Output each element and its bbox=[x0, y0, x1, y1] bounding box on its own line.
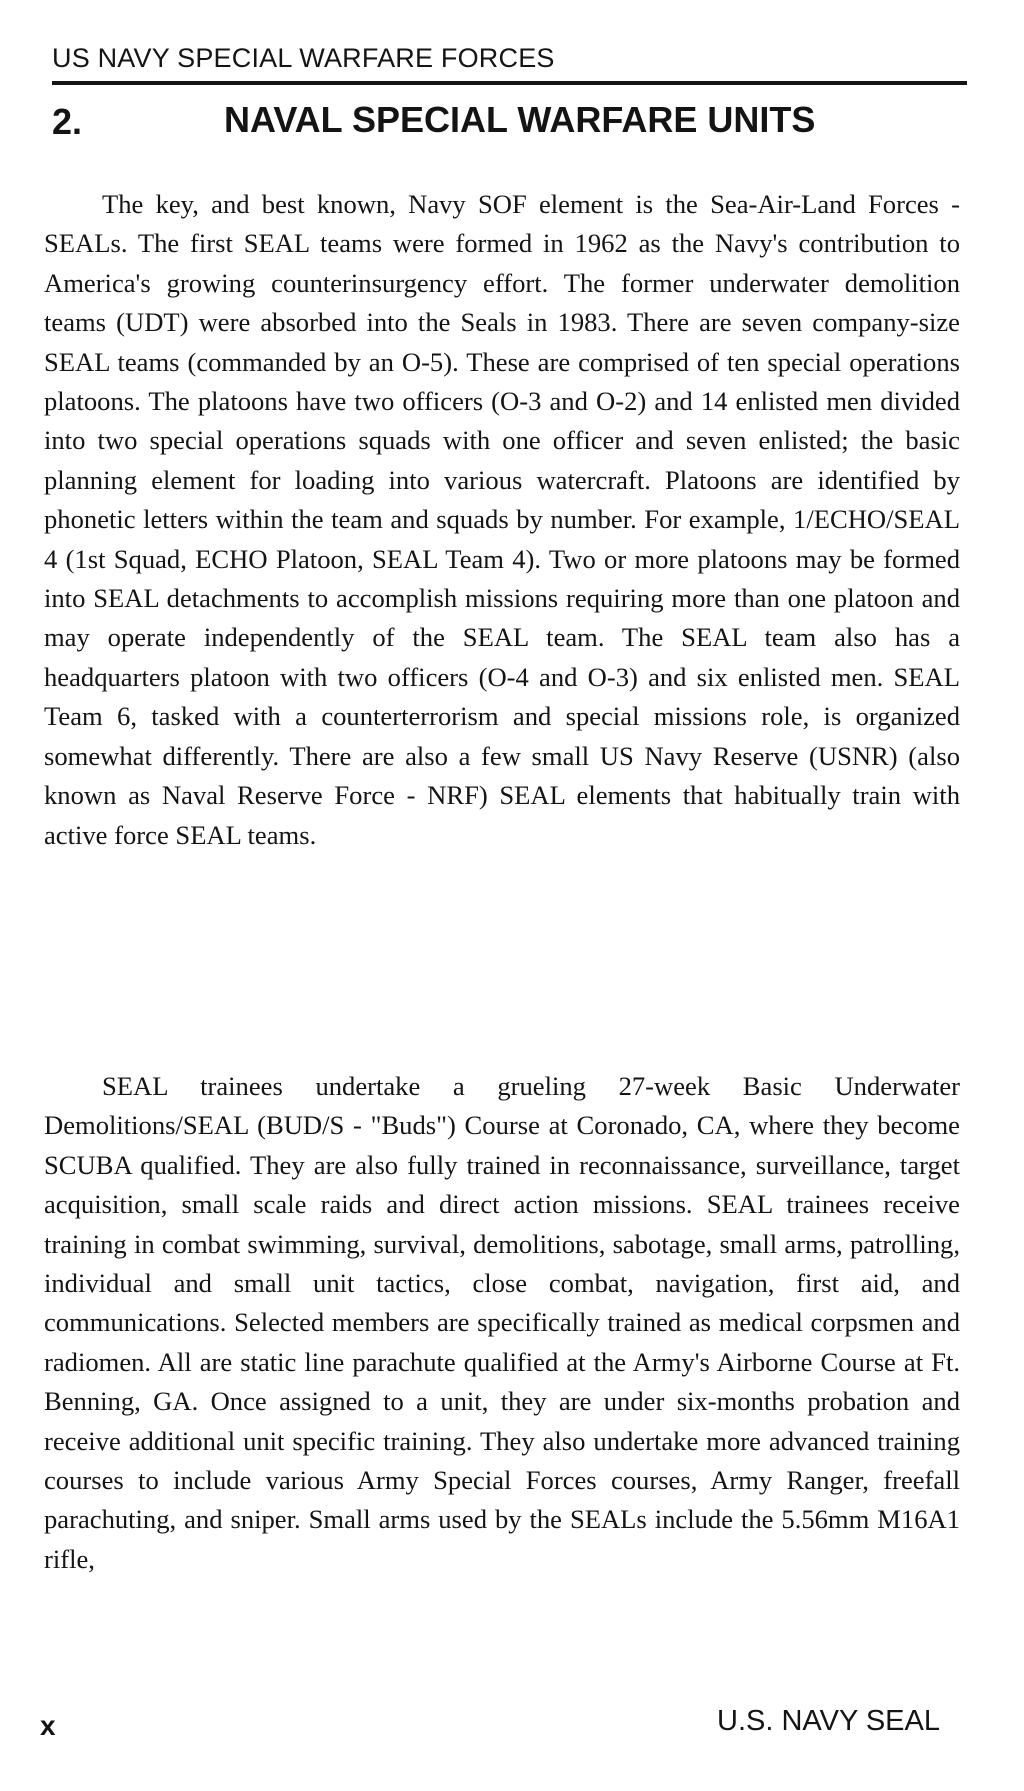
page-number: x bbox=[40, 1710, 56, 1741]
paragraph-1-text: The key, and best known, Navy SOF element is the Sea-Air-Land Forces - SEALs. The first SEAL teams were formed in 1962 as the Navy's contribution to America's growing counterinsurgency effort. The former underwater demolition teams (UDT) were absorbed into the Seals in 1983. There are seven company-size SEAL teams (commanded by an O-5). These are comprised of ten special operations platoons. The platoons have two officers (O-3 and O-2) and 14 enlisted men divided into two special operations squads with one officer and seven enlisted; the basic planning element for loading into various watercraft. Platoons are identified by phonetic letters within the team and squads by number. For example, 1/ECHO/SEAL 4 (1st Squad, ECHO Platoon, SEAL Team 4). Two or more platoons may be formed into SEAL detachments to accomplish missions requiring more than one platoon and may operate independently of the SEAL team. The SEAL team also has a headquarters platoon with two officers (O-4 and O-3) and six enlisted men. SEAL Team 6, tasked with a counterterrorism and special missions role, is organized somewhat differently. There are also a few small US Navy Reserve (USNR) (also known as Naval Reserve Force - NRF) SEAL elements that habitually train with active force SEAL teams. bbox=[44, 189, 960, 850]
running-header: US NAVY SPECIAL WARFARE FORCES bbox=[52, 43, 555, 73]
footer-book-title: U.S. NAVY SEAL bbox=[717, 1705, 940, 1737]
section-number: 2. bbox=[52, 101, 83, 142]
section-title: NAVAL SPECIAL WARFARE UNITS bbox=[224, 99, 816, 140]
paragraph-1 bbox=[44, 185, 960, 855]
paragraph-2 bbox=[44, 1067, 960, 1579]
paragraph-2-text: SEAL trainees undertake a grueling 27-week Basic Underwater Demolitions/SEAL (BUD/S - "Buds") Course at Coronado, CA, where they become SCUBA qualified. They are also fully trained in reconnaissance, surveillance, target acquisition, small scale raids and direct action missions. SEAL trainees receive training in combat swimming, survival, demolitions, sabotage, small arms, patrolling, individual and small unit tactics, close combat, navigation, first aid, and communications. Selected members are specifically trained as medical corpsmen and radiomen. All are static line parachute qualified at the Army's Airborne Course at Ft. Benning, GA. Once assigned to a unit, they are under six-months probation and receive additional unit specific training. They also undertake more advanced training courses to include various Army Special Forces courses, Army Ranger, freefall parachuting, and sniper. Small arms used by the SEALs include the 5.56mm M16A1 rifle, bbox=[44, 1071, 960, 1574]
header-rule bbox=[52, 81, 967, 85]
